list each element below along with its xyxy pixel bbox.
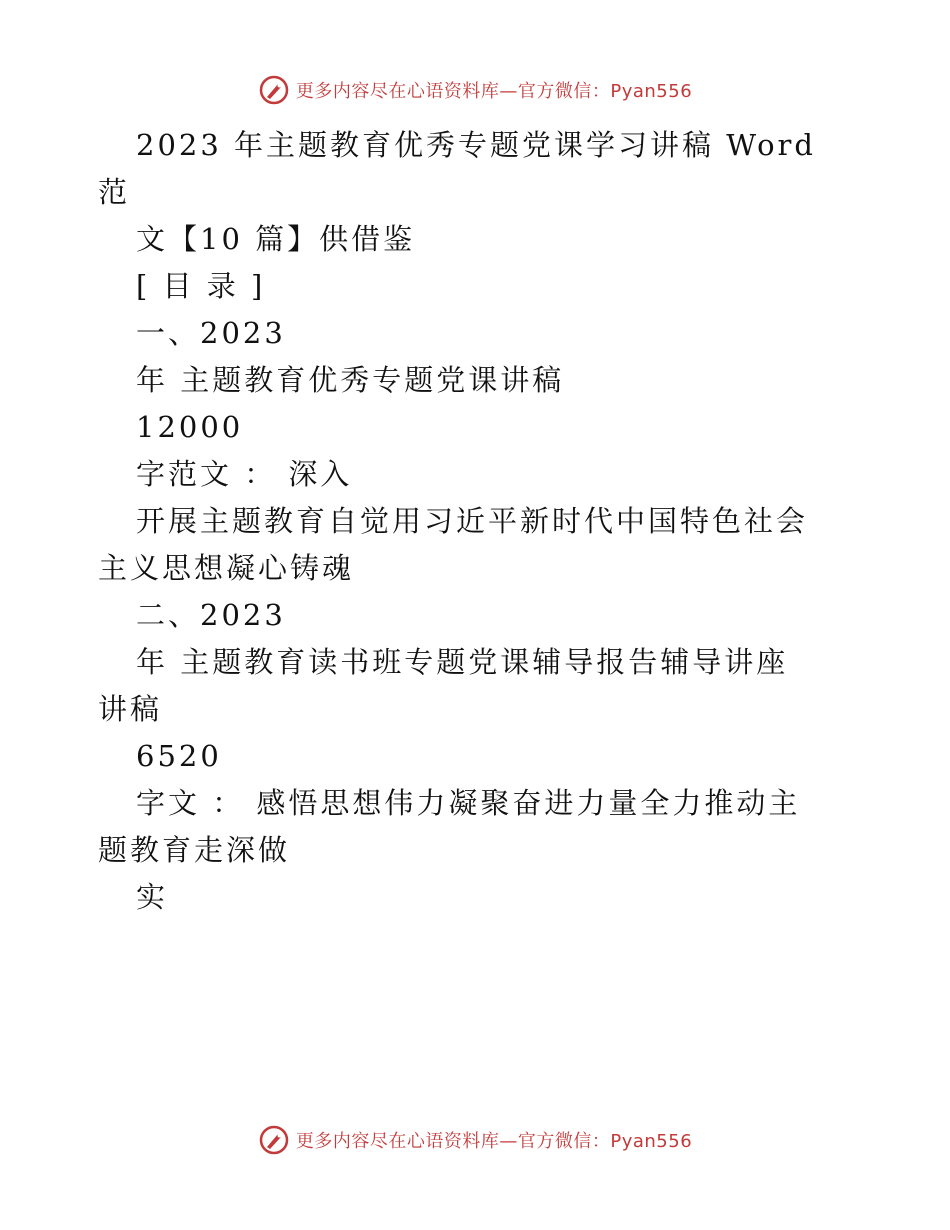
toc-item-2-subtitle: 字文 ： 感悟思想伟力凝聚奋进力量全力推动主 xyxy=(136,786,801,820)
toc-item-1-subtitle: 开展主题教育自觉用习近平新时代中国特色社会 xyxy=(136,504,809,538)
toc-item-2-number: 二、2023 xyxy=(136,598,286,632)
document-body xyxy=(98,122,858,921)
toc-item-2-title: 年 主题教育读书班专题党课辅导报告辅导讲座 xyxy=(136,645,789,679)
toc-item-2-subtitle-cont: 题教育走深做 xyxy=(98,833,291,867)
banner-wechat-id: Pyan556 xyxy=(610,81,693,102)
pen-nib-logo-icon xyxy=(258,74,290,106)
doc-title-line-2: 范 xyxy=(98,175,131,209)
doc-title-line-1: 2023 年主题教育优秀专题党课学习讲稿 Word xyxy=(136,128,816,162)
footer-banner xyxy=(0,1120,950,1160)
banner-wechat-id: Pyan556 xyxy=(610,1131,693,1152)
banner-text: 更多内容尽在心语资料库—官方微信：Pyan556 xyxy=(295,81,693,102)
toc-heading: [ 目 录 ] xyxy=(136,269,266,303)
toc-item-1-subtitle-end: 主义思想凝心铸魂 xyxy=(98,551,355,585)
toc-item-2-wordcount: 6520 xyxy=(136,739,222,773)
toc-item-1-subtitle-start: 字范文 ： 深入 xyxy=(136,457,353,491)
toc-item-1-number: 一、2023 xyxy=(136,316,286,350)
toc-item-2-title-end: 讲稿 xyxy=(98,692,163,726)
banner-text: 更多内容尽在心语资料库—官方微信：Pyan556 xyxy=(295,1131,693,1152)
toc-item-1-title: 年 主题教育优秀专题党课讲稿 xyxy=(136,363,565,397)
pen-nib-logo-icon xyxy=(258,1124,290,1156)
toc-item-1-wordcount: 12000 xyxy=(136,410,244,444)
toc-item-2-subtitle-end: 实 xyxy=(136,880,169,914)
doc-title-line-3: 文【10 篇】供借鉴 xyxy=(136,222,416,256)
header-banner xyxy=(0,70,950,110)
